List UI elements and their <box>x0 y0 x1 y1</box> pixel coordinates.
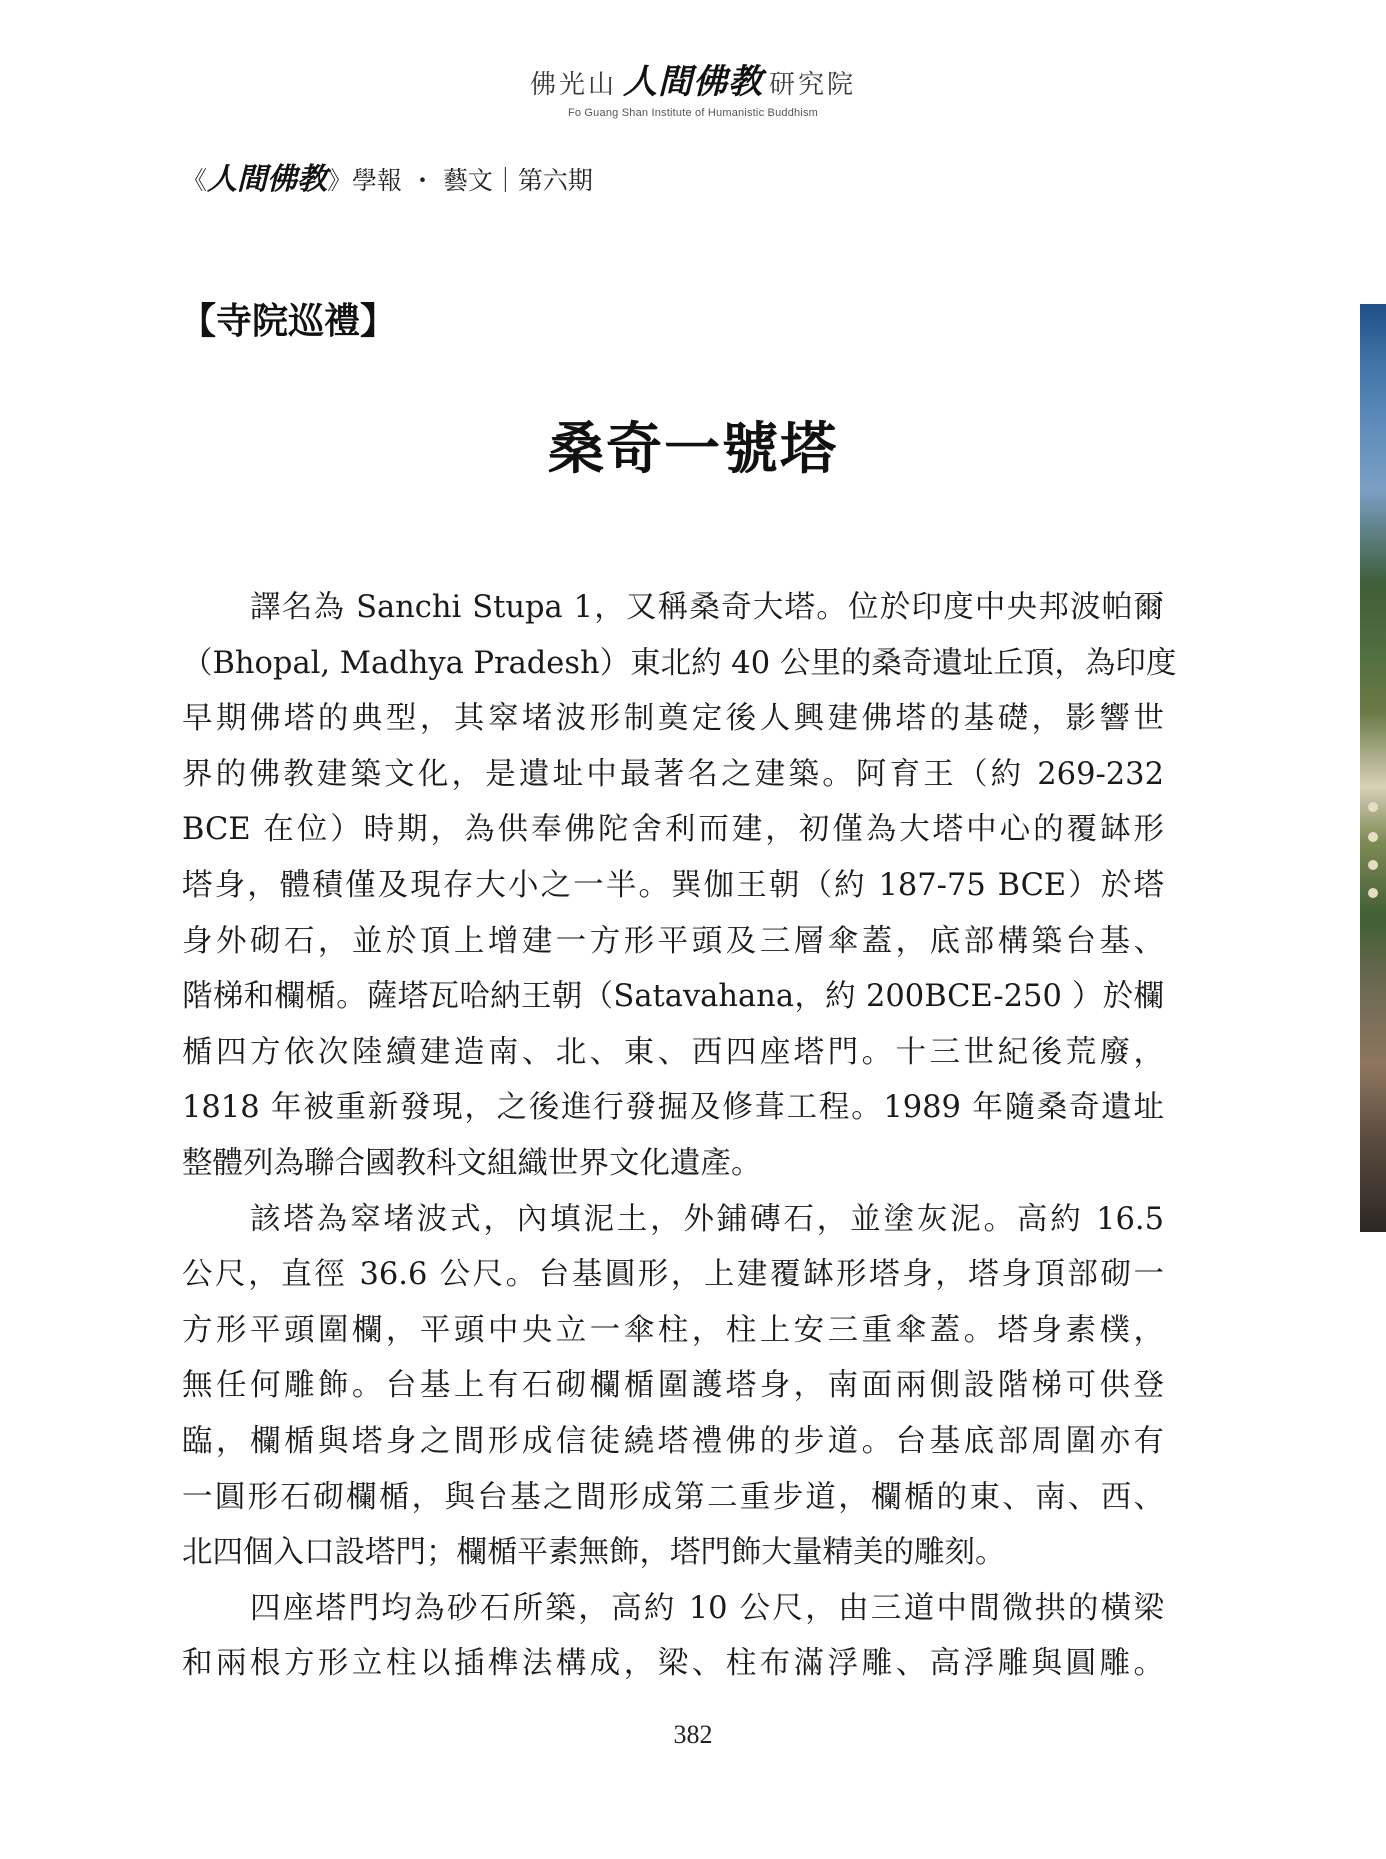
journal-close-bracket: 》 <box>327 166 353 195</box>
institute-brand-logo: 人間佛教 <box>623 62 763 102</box>
journal-brand: 人間佛教 <box>207 162 328 197</box>
edge-photo-dot <box>1368 832 1378 842</box>
journal-running-head <box>182 162 593 199</box>
text-line: 臨，欄楯與塔身之間形成信徒繞塔禮佛的步道。台基底部周圍亦有 <box>182 1423 1164 1459</box>
paragraph-3 <box>182 1581 1164 1692</box>
edge-photo-dot <box>1368 860 1378 870</box>
paragraph-1 <box>182 580 1177 1192</box>
text-line: 公尺，直徑 36.6 公尺。台基圓形，上建覆缽形塔身，塔身頂部砌一 <box>182 1257 1164 1293</box>
text-line: 和兩根方形立柱以插榫法構成，梁、柱布滿浮雕、高浮雕與圓雕。 <box>182 1646 1164 1682</box>
text-line: 身外砌石，並於頂上增建一方形平頭及三層傘蓋，底部構築台基、 <box>182 923 1164 959</box>
institute-prefix: 佛光山 <box>529 70 617 100</box>
text-line: （Bhopal, Madhya Pradesh）東北約 40 公里的桑奇遺址丘頂，為印度 <box>182 645 1177 681</box>
edge-photo-dot <box>1368 802 1378 812</box>
text-line: 無任何雕飾。台基上有石砌欄楯圍護塔身，南面兩側設階梯可供登 <box>182 1368 1164 1404</box>
text-line: 一圓形石砌欄楯，與台基之間形成第二重步道，欄楯的東、南、西、 <box>182 1479 1164 1515</box>
paragraph-2 <box>182 1192 1164 1581</box>
text-line: 方形平頭圍欄，平頭中央立一傘柱，柱上安三重傘蓋。塔身素樸， <box>182 1312 1164 1348</box>
text-line: 北四個入口設塔門；欄楯平素無飾，塔門飾大量精美的雕刻。 <box>182 1535 1006 1571</box>
institute-english-name: Fo Guang Shan Institute of Humanistic Buddhism <box>567 107 819 119</box>
journal-issue: 學報 ・ 藝文｜第六期 <box>352 166 593 195</box>
text-line: 該塔為窣堵波式，內填泥土，外鋪磚石，並塗灰泥。高約 16.5 <box>250 1201 1164 1237</box>
text-line: 楯四方依次陸續建造南、北、東、西四座塔門。十三世紀後荒廢， <box>182 1034 1164 1070</box>
journal-open-bracket: 《 <box>182 166 208 195</box>
text-line: 整體列為聯合國教科文組織世界文化遺產。 <box>182 1145 762 1181</box>
text-line: 界的佛教建築文化，是遺址中最著名之建築。阿育王（約 269-232 <box>182 756 1164 792</box>
page-number: 382 <box>673 1720 713 1749</box>
institute-header <box>0 62 1386 119</box>
edge-photo-dot <box>1368 888 1378 898</box>
text-line: 譯名為 Sanchi Stupa 1，又稱桑奇大塔。位於印度中央邦波帕爾 <box>250 590 1164 625</box>
article-title: 桑奇一號塔 <box>548 416 838 482</box>
section-tag: 【寺院巡禮】 <box>180 300 397 342</box>
institute-suffix: 研究院 <box>769 70 857 100</box>
text-line: 塔身，體積僅及現存大小之一半。巽伽王朝（約 187-75 BCE）於塔 <box>182 867 1164 903</box>
photo-edge-strip <box>1360 304 1386 1232</box>
text-line: 1818 年被重新發現，之後進行發掘及修葺工程。1989 年隨桑奇遺址 <box>182 1090 1164 1126</box>
article-body <box>182 580 1177 1692</box>
text-line: 階梯和欄楯。薩塔瓦哈納王朝（Satavahana，約 200BCE-250 ）於欄 <box>182 979 1164 1015</box>
text-line: BCE 在位）時期，為供奉佛陀舍利而建，初僅為大塔中心的覆缽形 <box>182 812 1164 848</box>
text-line: 四座塔門均為砂石所築，高約 10 公尺，由三道中間微拱的橫梁 <box>250 1590 1164 1626</box>
text-line: 早期佛塔的典型，其窣堵波形制奠定後人興建佛塔的基礎，影響世 <box>182 701 1164 737</box>
institute-name <box>0 62 1386 105</box>
